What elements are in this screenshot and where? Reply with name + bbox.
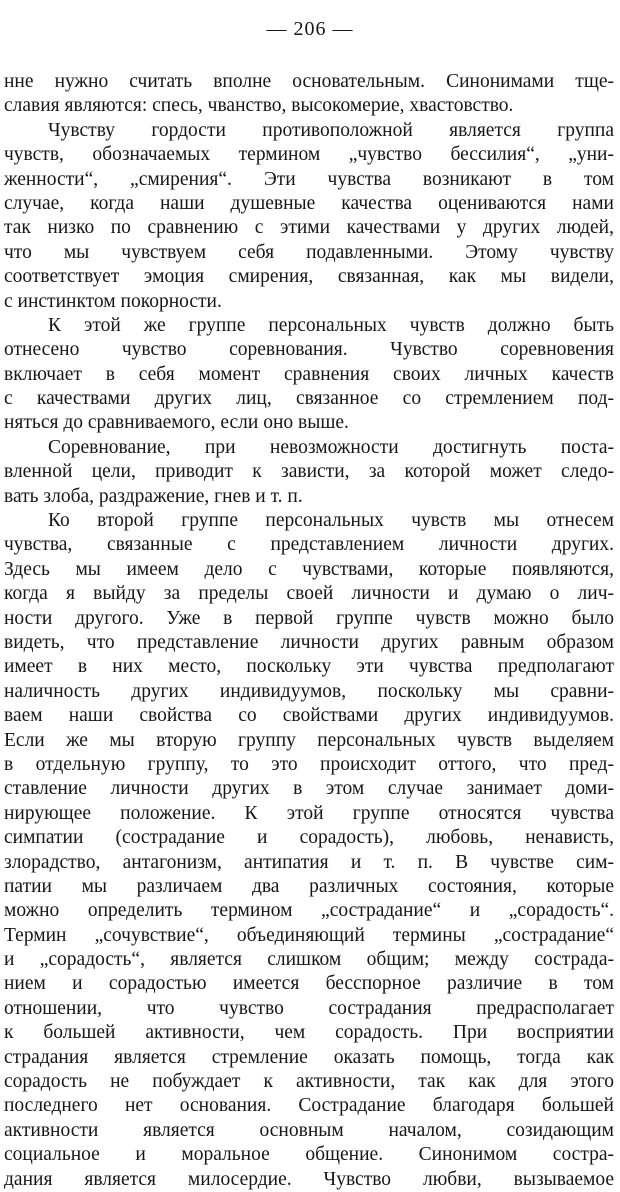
text-line: что мы чувствуем себя подавленными. Этому чувству <box>4 241 614 263</box>
text-line: страдания является стремление оказать помощь, тогда как <box>4 1046 614 1068</box>
text-line: дания является милосердие. Чувство любви, вызываемое <box>4 1168 614 1190</box>
text-line: социальное и моральное общение. Синонимом состра- <box>4 1144 614 1166</box>
text-line: К этой же группе персональных чувств должно быть <box>48 314 614 336</box>
text-line: последнего нет основания. Сострадание благодаря большей <box>4 1095 614 1117</box>
text-line: к большей активности, чем сорадость. При восприятии <box>4 1022 614 1044</box>
text-line: наличность других индивидуумов, поскольку мы сравни- <box>4 680 614 702</box>
text-line: вать злоба, раздражение, гнев и т. п. <box>4 485 303 507</box>
text-line: Если же мы вторую группу персональных чувств выделяем <box>4 729 614 751</box>
text-line: Чувству гордости противоположной является группа <box>48 119 614 141</box>
text-line: Соревнование, при невозможности достигнуть поста- <box>48 436 614 458</box>
text-line: можно определить термином „сострадание“ и „сорадость“. <box>4 900 614 922</box>
text-line: ности другого. Уже в первой группе чувств можно было <box>4 607 614 629</box>
text-line: ваем наши свойства со свойствами других индивидуумов. <box>4 705 614 727</box>
text-line: с инстинктом покорности. <box>4 290 222 312</box>
text-line: включает в себя момент сравнения своих личных качеств <box>4 363 614 385</box>
text-line: Здесь мы имеем дело с чувствами, которые появляются, <box>4 558 614 580</box>
text-line: сорадость не побуждает к активности, так как для этого <box>4 1071 614 1093</box>
text-line: нием и сорадостью имеется бесспорное различие в том <box>4 973 614 995</box>
text-line: Термин „сочувствие“, объединяющий термины „сострадание“ <box>4 924 614 946</box>
text-line: патии мы различаем два различных состояния, которые <box>4 875 614 897</box>
text-line: с качествами других лиц, связанное со стремлением под- <box>4 388 614 410</box>
text-line: и „сорадость“, является слишком общим; между сострада- <box>4 949 614 971</box>
text-line: чувств, обозначаемых термином „чувство бессилия“, „уни- <box>4 144 614 166</box>
text-line: в отдельную группу, то это происходит оттого, что пред- <box>4 753 614 775</box>
text-line: злорадство, антагонизм, антипатия и т. п. В чувстве сим- <box>4 851 614 873</box>
page-number: — 206 — <box>266 18 354 40</box>
text-line: когда я выйду за пределы своей личности и думаю о лич- <box>4 583 614 605</box>
text-line: славия являются: спесь, чванство, высокомерие, хвастовство. <box>4 95 514 117</box>
text-line: женности“, „смирения“. Эти чувства возникают в том <box>4 168 614 190</box>
text-line: няться до сравниваемого, если оно выше. <box>4 412 349 434</box>
text-line: симпатии (сострадание и сорадость), любовь, ненависть, <box>4 827 614 849</box>
text-line: отношении, что чувство сострадания предрасполагает <box>4 997 614 1019</box>
text-line: ставление личности других в этом случае занимает доми- <box>4 778 614 800</box>
text-line: имеет в них место, поскольку эти чувства предполагают <box>4 656 614 678</box>
text-line: нирующее положение. К этой группе относятся чувства <box>4 802 614 824</box>
text-line: вленной цели, приводит к зависти, за которой может следо- <box>4 461 614 483</box>
text-line: активности является основным началом, созидающим <box>4 1119 614 1141</box>
text-line: соответствует эмоция смирения, связанная, как мы видели, <box>4 266 614 288</box>
text-line: видеть, что представление личности других равным образом <box>4 631 614 653</box>
text-line: чувства, связанные с представлением личности других. <box>4 534 614 556</box>
text-line: Ко второй группе персональных чувств мы отнесем <box>48 510 614 532</box>
text-line: так низко по сравнению с этими качествами у других людей, <box>4 217 614 239</box>
text-line: отнесено чувство соревнования. Чувство соревновения <box>4 339 614 361</box>
text-line: нне нужно считать вполне основательным. Синонимами тще- <box>4 71 614 92</box>
body-text <box>4 70 614 1192</box>
text-line: случае, когда наши душевные качества оцениваются нами <box>4 192 614 214</box>
